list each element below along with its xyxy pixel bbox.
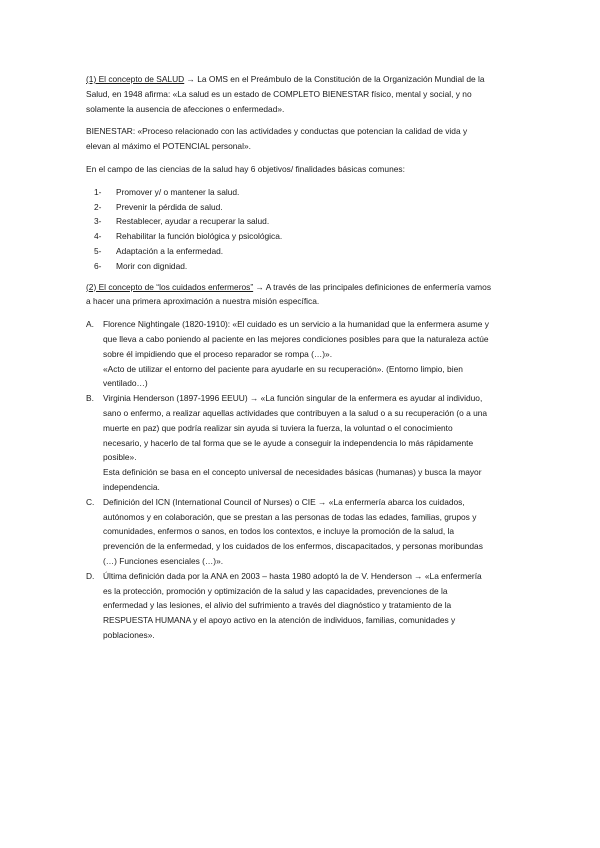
definition-item bbox=[86, 317, 492, 391]
list-text: Adaptación a la enfermedad. bbox=[116, 245, 224, 256]
section-2-heading: (2) El concepto de “los cuidados enfermeros” bbox=[86, 281, 254, 292]
section-1-paragraph bbox=[86, 72, 492, 116]
definition-letter: B. bbox=[86, 393, 94, 404]
list-text: Prevenir la pérdida de salud. bbox=[116, 201, 223, 212]
definition-note: Esta definición se basa en el concepto universal de necesidades básicas (humanas) y busca la mayor independencia. bbox=[103, 467, 482, 492]
list-text: Restablecer, ayudar a recuperar la salud. bbox=[116, 216, 270, 227]
section-2-paragraph bbox=[86, 280, 492, 310]
objetivos-intro: En el campo de las ciencias de la salud hay 6 objetivos/ finalidades básicas comunes: bbox=[86, 163, 405, 174]
list-number: 4- bbox=[94, 231, 102, 242]
definition-letter: C. bbox=[86, 496, 95, 507]
definition-text: Última definición dada por la ANA en 2003 – hasta 1980 adoptó la de V. Henderson → «La enfermería es la protección, promoción y optimización de la salud y las capacidades, prevenciones de la enfermedad y las lesiones, el alivio del sufrimiento a través del diagnóstico y tratamiento de la RESPUESTA HUMANA y el apoyo activo en la atención de individuos, familias, comunidades y poblaciones». bbox=[103, 570, 482, 640]
definition-item bbox=[86, 391, 492, 495]
definition-text: Virginia Henderson (1897-1996 EEUU) → «La función singular de la enfermera es ayudar al individuo, sano o enfermo, a realizar aquellas actividades que contribuyen a la salud o a su recuperación (o a una muerte en paz) que podría realizar sin ayuda si tuviera la fuerza, la voluntad o el conocimiento necesario, y hacerlo de tal forma que se le ayude a conseguir la independencia lo más rápidamente posible». bbox=[103, 393, 488, 463]
definition-text: Definición del ICN (International Council of Nurses) o CIE → «La enfermería abarca los cuidados, autónomos y en colaboración, que se prestan a las personas de todas las edades, familias, grupos y comunidades, enfermos o sanos, en todos los contextos, e incluye la promoción de la salud, la prevención de la enfermedad, y los cuidados de los enfermos, discapacitados, y personas moribundas (…) Funciones esenciales (…)». bbox=[103, 496, 483, 566]
definition-letter: D. bbox=[86, 570, 95, 581]
objetivos-list bbox=[86, 185, 492, 274]
list-item bbox=[86, 244, 492, 259]
list-item bbox=[86, 185, 492, 200]
section-1-text: → La OMS en el Preámbulo de la Constitución de la Organización Mundial de la Salud, en 1948 afirma: «La salud es un estado de COMPLETO BIENESTAR físico, mental y social, y no solamente la ausencia de afecciones o enfermedad». bbox=[86, 74, 485, 114]
list-item bbox=[86, 259, 492, 274]
list-number: 3- bbox=[94, 216, 102, 227]
definition-note: «Acto de utilizar el entorno del paciente para ayudarle en su recuperación». (Entorno limpio, bien ventilado…) bbox=[103, 363, 463, 389]
list-number: 6- bbox=[94, 260, 102, 271]
list-number: 1- bbox=[94, 186, 102, 197]
list-text: Rehabilitar la función biológica y psicológica. bbox=[116, 231, 283, 242]
definition-text: Florence Nightingale (1820-1910): «El cuidado es un servicio a la humanidad que la enfermera asume y que lleva a cabo poniendo al paciente en las mejores condiciones posibles para que la naturaleza actúe sobre él impidiendo que el proceso reparador se rompa (…)». bbox=[103, 319, 489, 359]
definition-letter: A. bbox=[86, 319, 94, 330]
definitions-list bbox=[86, 317, 492, 643]
list-number: 2- bbox=[94, 201, 102, 212]
section-2-text: → A través de las principales definiciones de enfermería vamos a hacer una primera aproximación a nuestra misión específica. bbox=[86, 281, 492, 307]
definition-item bbox=[86, 495, 492, 569]
bienestar-paragraph: BIENESTAR: «Proceso relacionado con las actividades y conductas que potencian la calidad de vida y elevan al máximo el POTENCIAL personal». bbox=[86, 126, 468, 152]
list-item bbox=[86, 229, 492, 244]
list-item bbox=[86, 214, 492, 229]
list-item bbox=[86, 200, 492, 215]
section-1-heading: (1) El concepto de SALUD bbox=[86, 74, 185, 84]
list-text: Morir con dignidad. bbox=[116, 260, 188, 271]
list-text: Promover y/ o mantener la salud. bbox=[116, 186, 240, 197]
definition-item bbox=[86, 569, 492, 643]
list-number: 5- bbox=[94, 245, 102, 256]
